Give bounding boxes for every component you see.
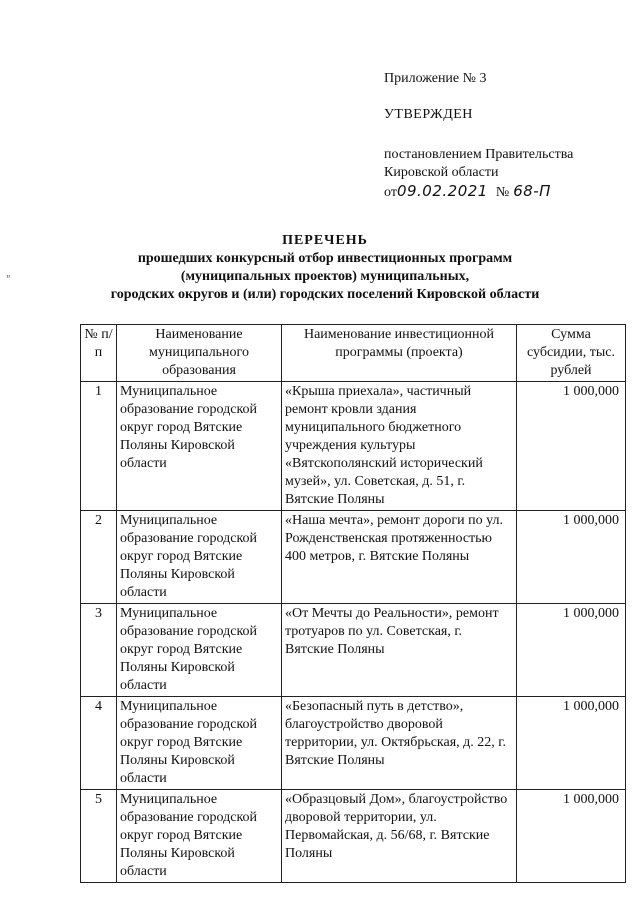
table-row [81, 382, 626, 511]
decree-date: 09.02.2021 [396, 182, 488, 200]
table-row [81, 511, 626, 604]
row-number: 3 [81, 604, 117, 697]
row-municipality: Муниципальное образование городской округ город Вятские Поляны Кировской области [117, 511, 282, 604]
title-line-2: прошедших конкурсный отбор инвестиционных программ [137, 251, 513, 266]
header-sum: Сумма субсидии, тыс. рублей [517, 325, 626, 382]
table-header-row [81, 325, 626, 382]
row-program: «Наша мечта», ремонт дороги по ул. Рожденственская протяженностью 400 метров, г. Вятские Поляны [282, 511, 517, 604]
table-row [81, 697, 626, 790]
row-number: 4 [81, 697, 117, 790]
decree-date-number [384, 182, 624, 202]
row-number: 1 [81, 382, 117, 511]
row-municipality: Муниципальное образование городской округ город Вятские Поляны Кировской области [117, 697, 282, 790]
row-sum: 1 000,000 [517, 604, 626, 697]
decree-line-2: Кировской области [384, 165, 499, 180]
appendix-number: Приложение № 3 [384, 71, 487, 86]
row-municipality: Муниципальное образование городской округ город Вятские Поляны Кировской области [117, 382, 282, 511]
row-number: 5 [81, 790, 117, 883]
row-municipality: Муниципальное образование городской округ город Вятские Поляны Кировской области [117, 604, 282, 697]
row-sum: 1 000,000 [517, 382, 626, 511]
margin-mark: " [6, 274, 11, 285]
header-municipality: Наименование муниципального образования [117, 325, 282, 382]
table-row [81, 604, 626, 697]
row-municipality: Муниципальное образование городской округ город Вятские Поляны Кировской области [117, 790, 282, 883]
row-program: «Безопасный путь в детство», благоустройство дворовой территории, ул. Октябрьская, д. 22, г. Вятские Поляны [282, 697, 517, 790]
from-label: от [384, 185, 397, 200]
row-program: «Образцовый Дом», благоустройство дворовой территории, ул. Первомайская, д. 56/68, г. Вятские Поляны [282, 790, 517, 883]
projects-table [80, 324, 626, 883]
document-title [20, 232, 630, 304]
row-program: «От Мечты до Реальности», ремонт тротуаров по ул. Советская, г. Вятские Поляны [282, 604, 517, 697]
row-program: «Крыша приехала», частичный ремонт кровли здания муниципального бюджетного учреждения культуры «Вятскополянский исторический музей», ул. Советская, д. 51, г. Вятские Поляны [282, 382, 517, 511]
title-line-1: ПЕРЕЧЕНЬ [282, 233, 368, 248]
title-line-4: городских округов и (или) городских поселений Кировской области [110, 287, 540, 302]
header-program: Наименование инвестиционной программы (проекта) [282, 325, 517, 382]
row-sum: 1 000,000 [517, 511, 626, 604]
table-row [81, 790, 626, 883]
row-sum: 1 000,000 [517, 697, 626, 790]
title-line-3: (муниципальных проектов) муниципальных, [180, 269, 470, 284]
row-sum: 1 000,000 [517, 790, 626, 883]
header-number: № п/п [81, 325, 117, 382]
number-sign: № [495, 185, 510, 200]
decree-line-1: постановлением Правительства [384, 147, 574, 162]
decree-number: 68-П [513, 182, 551, 200]
approval-block [384, 70, 624, 202]
row-number: 2 [81, 511, 117, 604]
approved-label: УТВЕРЖДЕН [384, 107, 473, 122]
